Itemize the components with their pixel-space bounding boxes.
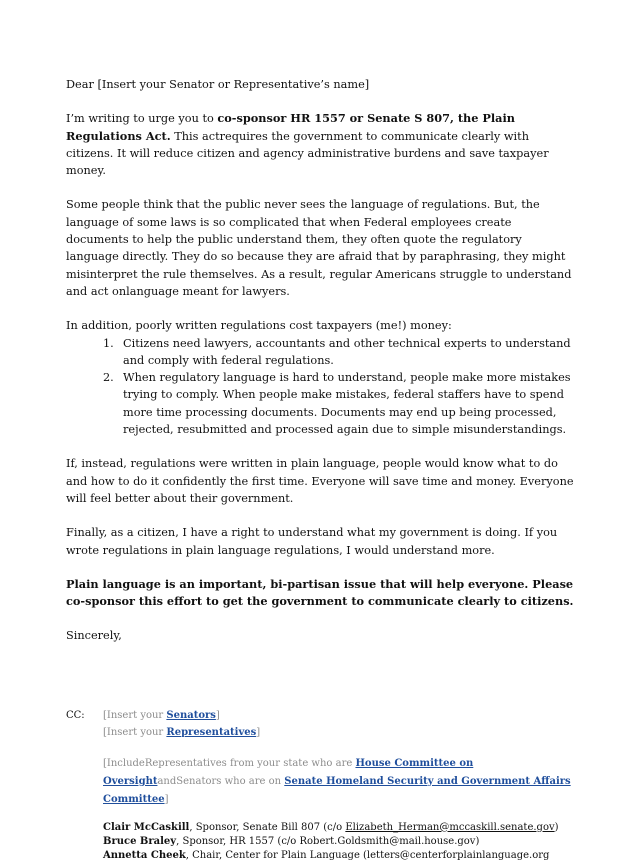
cc-section	[66, 707, 576, 863]
bill-reference: co-sponsor HR 1557 or Senate S 807, the Plain Regulations Act.	[66, 111, 515, 143]
list-item	[66, 369, 576, 438]
list-text: Citizens need lawyers, accountants and other technical experts to understand and comply with federal regulations.	[123, 336, 571, 367]
senate-committee-link[interactable]: Senate Homeland Security and Government Affairs Committee	[103, 775, 571, 805]
paragraph-call-to-action	[66, 576, 576, 611]
closing: Sincerely,	[66, 629, 122, 643]
letter	[66, 76, 576, 863]
recipient-name: Clair McCaskill	[103, 821, 190, 833]
cc-senators-suffix: ]	[215, 709, 220, 721]
call-to-action-text: Plain language is an important, bi-partisan issue that will help everyone. Please co-sponsor this effort to get the government to communicate clearly to citizens.	[66, 576, 574, 609]
cost-list	[66, 335, 576, 439]
house-committee-link[interactable]: House Committee on Oversight	[103, 757, 474, 787]
senators-link[interactable]: Senators	[166, 709, 216, 721]
paragraph-public: Some people think that the public never sees the language of regulations. But, the language of some laws is so complicated that when Federal employees create documents to help the public understand them, they often quote the regulatory language directly. They do so because they are afraid that by paraphrasing, they might misinterpret the rule themselves. As a result, regular Americans struggle to understand and act onlanguage meant for lawyers.	[66, 198, 572, 298]
representatives-link[interactable]: Representatives	[166, 726, 257, 738]
intro-text: I’m writing to urge you to	[66, 112, 218, 126]
list-number: 2.	[103, 371, 114, 385]
cc-representatives	[103, 724, 576, 741]
recipient-detail: , Sponsor, Senate Bill 807 (c/o	[189, 821, 346, 833]
paragraph-cost-intro: In addition, poorly written regulations cost taxpayers (me!) money:	[66, 319, 452, 333]
cc-recipient	[103, 835, 576, 849]
cc-recipient	[103, 849, 576, 863]
recipient-detail-end: )	[554, 821, 559, 833]
recipient-email-link[interactable]: Elizabeth_Herman@mccaskill.senate.gov	[345, 821, 555, 833]
intro-text-cont: This actrequires the government to communicate clearly with citizens. It will reduce citizen and agency administrative burdens and save taxpayer money.	[66, 129, 549, 178]
list-number: 1.	[103, 336, 114, 350]
paragraph-plain: If, instead, regulations were written in plain language, people would know what to do and how to do it confidently the first time. Everyone will save time and money. Everyone will feel better about their government.	[66, 457, 574, 505]
cc-recipient	[103, 821, 576, 835]
note-suffix: ]	[164, 793, 169, 805]
recipient-name: Annetta Cheek	[103, 849, 186, 861]
cc-senators-prefix: [Insert your	[103, 709, 167, 721]
list-text: When regulatory language is hard to understand, people make more mistakes trying to comply. When people make mistakes, federal staffers have to spend more time processing documents. Documents may end up being processed, rejected, resubmitted and processed again due to simple misunderstandings.	[123, 371, 571, 437]
paragraph-rights: Finally, as a citizen, I have a right to understand what my government is doing. If you wrote regulations in plain language regulations, I would understand more.	[66, 526, 558, 557]
salutation: Dear [Insert your Senator or Representative’s name]	[66, 78, 370, 91]
recipient-detail: , Sponsor, HR 1557 (c/o Robert.Goldsmith@mail.house.gov)	[176, 835, 480, 847]
paragraph-intro	[66, 110, 576, 179]
cc-representatives-prefix: [Insert your	[103, 726, 167, 738]
cc-label: CC:	[66, 709, 85, 721]
note-middle: andSenators who are on	[157, 775, 285, 787]
cc-representatives-suffix: ]	[256, 726, 261, 738]
note-prefix: [IncludeRepresentatives from your state who are	[103, 757, 356, 769]
recipient-name: Bruce Braley	[103, 835, 177, 847]
list-item	[66, 335, 576, 370]
cc-senators	[103, 707, 576, 724]
recipient-detail: , Chair, Center for Plain Language (letters@centerforplainlanguage.org	[185, 849, 550, 861]
cc-committee-note	[103, 755, 576, 809]
